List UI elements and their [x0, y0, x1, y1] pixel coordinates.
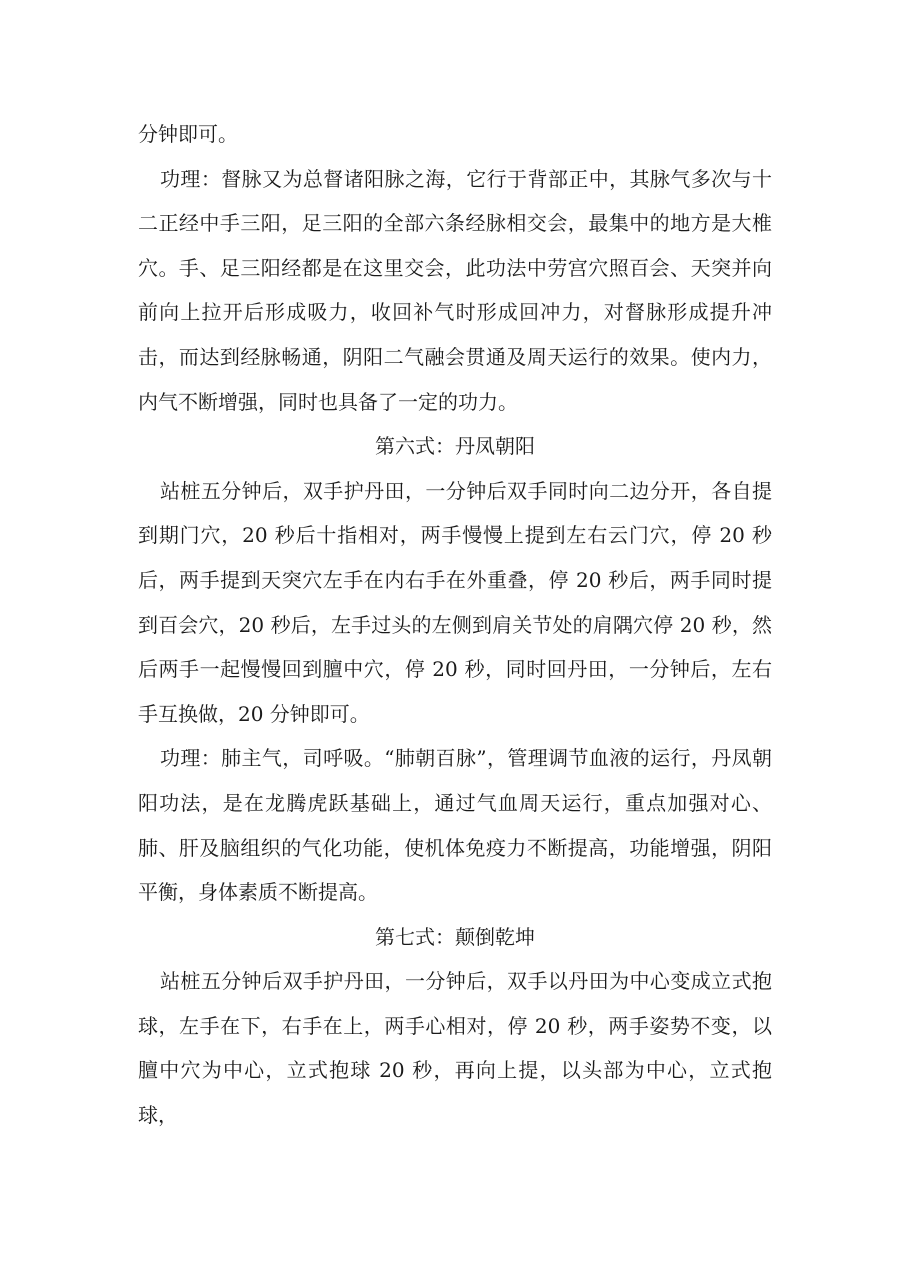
paragraph-form-seven-steps: 站桩五分钟后双手护丹田，一分钟后，双手以丹田为中心变成立式抱球，左手在下，右手在上，两手心相对，停 20 秒，两手姿势不变，以膻中穴为中心，立式抱球 20 秒，再向上提，以头部为中心，立式抱球，: [138, 969, 772, 1128]
paragraph-gongli-lung: 功理：肺主气，司呼吸。“肺朝百脉”，管理调节血液的运行，丹凤朝阳功法，是在龙腾虎跃基础上，通过气血周天运行，重点加强对心、肺、肝及脑组织的气化功能，使机体免疫力不断提高，功能增强，阴阳平衡，身体素质不断提高。: [138, 746, 772, 905]
paragraph-gongli-dumai: 功理：督脉又为总督诸阳脉之海，它行于背部正中，其脉气多次与十二正经中手三阳，足三阳的全部六条经脉相交会，最集中的地方是大椎穴。手、足三阳经都是在这里交会，此功法中劳宫穴照百会、天突并向前向上拉开后形成吸力，收回补气时形成回冲力，对督脉形成提升冲击，而达到经脉畅通，阴阳二气融会贯通及周天运行的效果。使内力，内气不断增强，同时也具备了一定的功力。: [138, 166, 772, 414]
section-heading-form-six: 第六式：丹凤朝阳: [375, 434, 535, 459]
paragraph-continuation: 分钟即可。: [138, 122, 238, 146]
paragraph-form-six-steps: 站桩五分钟后，双手护丹田，一分钟后双手同时向二边分开，各自提到期门穴，20 秒后十指相对，两手慢慢上提到左右云门穴，停 20 秒后，两手提到天突穴左手在内右手在外重叠，停 20 秒后，两手同时提到百会穴，20 秒后，左手过头的左侧到肩关节处的肩隅穴停 20 秒，然后两手一起慢慢回到膻中穴，停 20 秒，同时回丹田，一分钟后，左右手互换做，20 分钟即可。: [138, 478, 772, 726]
document-page: [138, 112, 772, 1138]
section-heading-form-seven: 第七式：颠倒乾坤: [375, 924, 535, 949]
